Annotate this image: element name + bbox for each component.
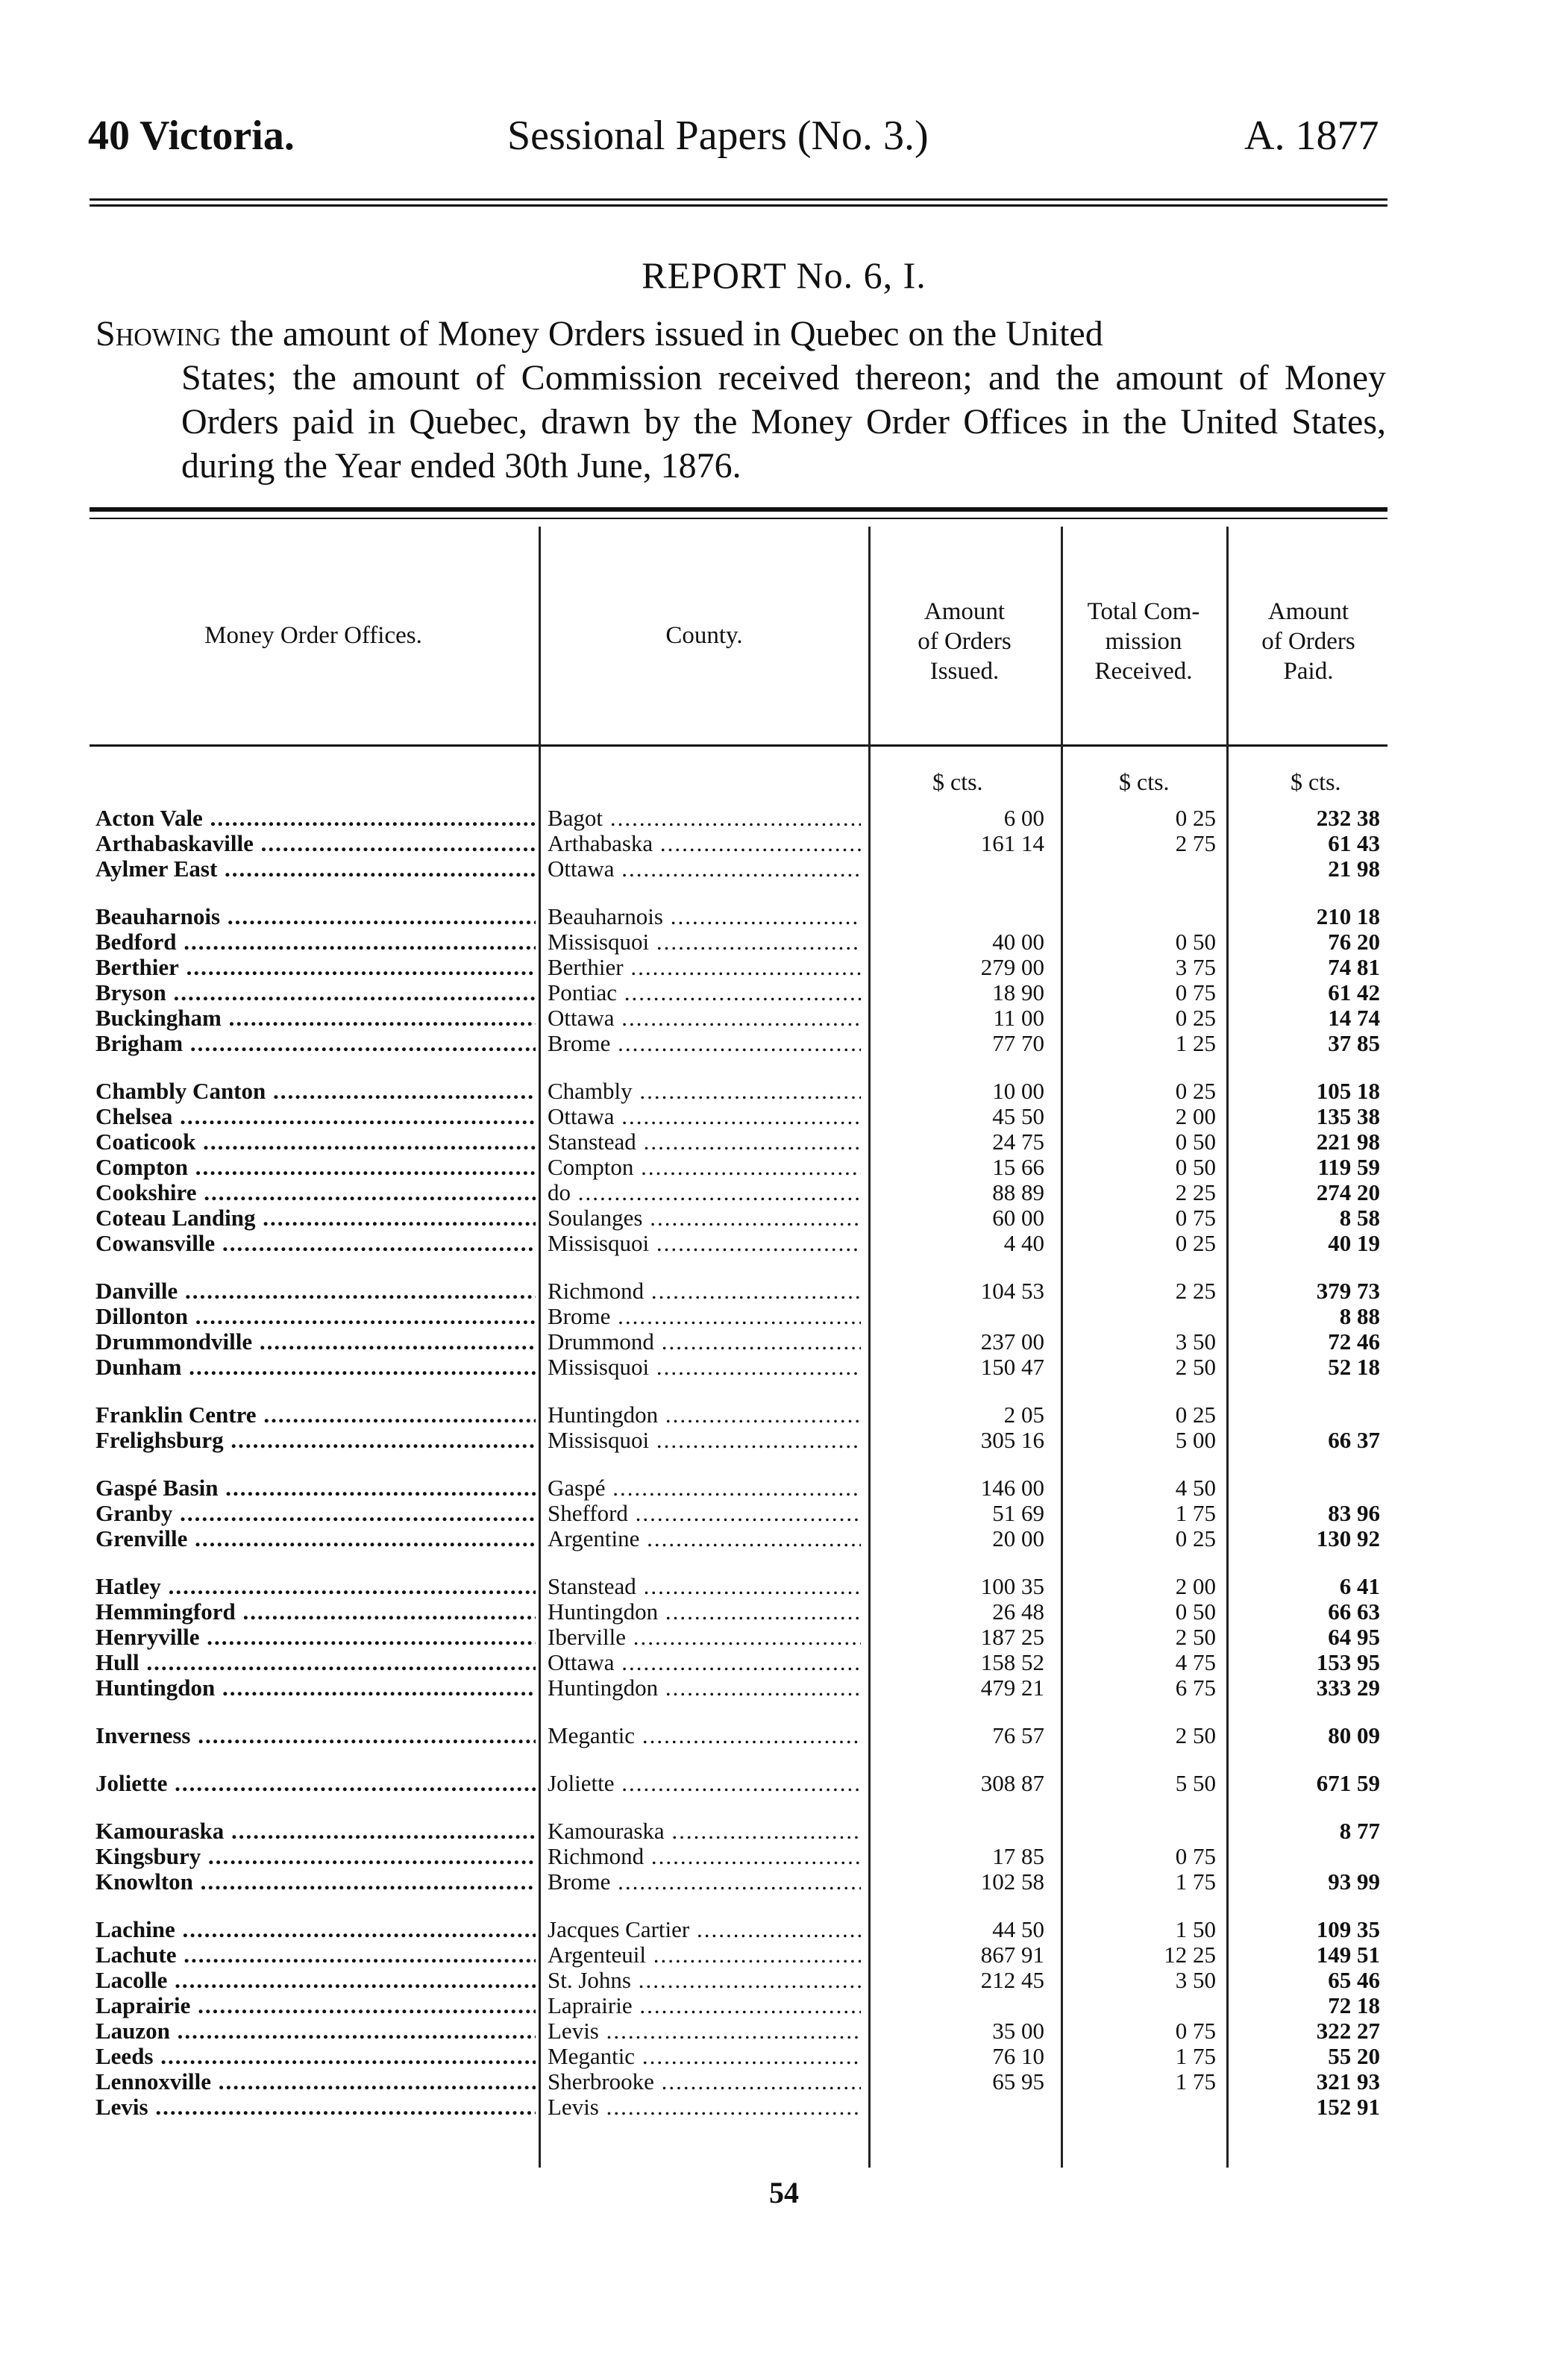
issued-cell: 479 21 bbox=[980, 1675, 1044, 1701]
commission-cell: 2 75 bbox=[1175, 831, 1216, 856]
paid-cell: 40 19 bbox=[1328, 1231, 1380, 1256]
office-cell: Leeds ..... bbox=[95, 2044, 536, 2069]
commission-cell: 4 75 bbox=[1175, 1650, 1216, 1675]
table-row bbox=[0, 1942, 1568, 1968]
col-header-paid-line2: of Orders bbox=[1261, 628, 1355, 655]
commission-cell: 1 75 bbox=[1175, 2069, 1216, 2094]
office-cell: Bedford ..... bbox=[95, 929, 536, 955]
header-right: A. 1877 bbox=[1244, 113, 1379, 159]
header-rule-bottom bbox=[90, 204, 1387, 207]
office-cell: Dillonton ..... bbox=[95, 1304, 536, 1329]
county-cell: Huntingdon ..... bbox=[548, 1402, 861, 1428]
paid-cell: 52 18 bbox=[1328, 1355, 1380, 1380]
paid-cell: 55 20 bbox=[1328, 2044, 1380, 2069]
paid-cell: 210 18 bbox=[1316, 904, 1380, 929]
county-cell: Ottawa ..... bbox=[548, 1650, 861, 1675]
paid-cell: 8 77 bbox=[1339, 1819, 1380, 1844]
paid-cell: 152 91 bbox=[1316, 2094, 1380, 2120]
paid-cell: 74 81 bbox=[1328, 955, 1380, 980]
table-row bbox=[0, 2069, 1568, 2094]
issued-cell: 308 87 bbox=[980, 1771, 1044, 1796]
office-cell: Franklin Centre ..... bbox=[95, 1402, 536, 1428]
commission-cell: 1 25 bbox=[1175, 1031, 1216, 1056]
table-row bbox=[0, 1475, 1568, 1501]
county-cell: Pontiac ..... bbox=[548, 980, 861, 1005]
table-top-rule bbox=[90, 507, 1387, 512]
intro-paragraph bbox=[95, 312, 1386, 488]
office-cell: Huntingdon ..... bbox=[95, 1675, 536, 1701]
paid-cell: 130 92 bbox=[1316, 1526, 1380, 1551]
table-row bbox=[0, 1574, 1568, 1599]
office-cell: Cowansville ..... bbox=[95, 1231, 536, 1256]
table-row bbox=[0, 980, 1568, 1005]
office-cell: Grenville ..... bbox=[95, 1526, 536, 1551]
table-row bbox=[0, 856, 1568, 882]
paid-cell: 8 88 bbox=[1339, 1304, 1380, 1329]
col-header-paid bbox=[1229, 597, 1387, 686]
commission-cell: 5 50 bbox=[1175, 1771, 1216, 1796]
table-row bbox=[0, 1650, 1568, 1675]
table-row bbox=[0, 1869, 1568, 1895]
paid-cell: 37 85 bbox=[1328, 1031, 1380, 1056]
issued-cell: 158 52 bbox=[980, 1650, 1044, 1675]
issued-cell: 17 85 bbox=[992, 1844, 1044, 1869]
issued-cell: 88 89 bbox=[992, 1180, 1044, 1205]
commission-cell: 0 50 bbox=[1175, 1129, 1216, 1155]
paid-cell: 321 93 bbox=[1316, 2069, 1380, 2094]
issued-cell: 77 70 bbox=[992, 1031, 1044, 1056]
table-row bbox=[0, 1819, 1568, 1844]
table-row bbox=[0, 1205, 1568, 1231]
commission-cell: 12 25 bbox=[1164, 1942, 1216, 1968]
issued-cell: 24 75 bbox=[992, 1129, 1044, 1155]
table-row bbox=[0, 1005, 1568, 1031]
county-cell: Missisquoi ..... bbox=[548, 1428, 861, 1453]
units-issued: $ cts. bbox=[932, 768, 983, 795]
intro-first-line bbox=[95, 312, 1386, 356]
county-cell: Brome ..... bbox=[548, 1031, 861, 1056]
paid-cell: 83 96 bbox=[1328, 1501, 1380, 1526]
paid-cell: 66 63 bbox=[1328, 1599, 1380, 1625]
paid-cell: 671 59 bbox=[1316, 1771, 1380, 1796]
county-cell: Shefford ..... bbox=[548, 1501, 861, 1526]
commission-cell: 5 00 bbox=[1175, 1428, 1216, 1453]
table-row bbox=[0, 1675, 1568, 1701]
office-cell: Cookshire ..... bbox=[95, 1180, 536, 1205]
issued-cell: 2 05 bbox=[1003, 1402, 1044, 1428]
office-cell: Lauzon ..... bbox=[95, 2018, 536, 2044]
county-cell: Chambly ..... bbox=[548, 1079, 861, 1104]
paid-cell: 221 98 bbox=[1316, 1129, 1380, 1155]
table-row bbox=[0, 1329, 1568, 1355]
paid-cell: 149 51 bbox=[1316, 1942, 1380, 1968]
issued-cell: 187 25 bbox=[980, 1625, 1044, 1650]
paid-cell: 76 20 bbox=[1328, 929, 1380, 955]
table-row bbox=[0, 929, 1568, 955]
commission-cell: 0 25 bbox=[1175, 1231, 1216, 1256]
page-number: 54 bbox=[769, 2176, 799, 2209]
county-cell: Drummond ..... bbox=[548, 1329, 861, 1355]
issued-cell: 150 47 bbox=[980, 1355, 1044, 1380]
issued-cell: 102 58 bbox=[980, 1869, 1044, 1895]
table-row bbox=[0, 1625, 1568, 1650]
issued-cell: 10 00 bbox=[992, 1079, 1044, 1104]
office-cell: Danville ..... bbox=[95, 1278, 536, 1304]
intro-continuation: States; the amount of Commission received thereon; and the amount of Money Orders paid in Quebec, drawn by the Money Order Offices in the United States, during the Year ended 30th June, 1876. bbox=[181, 358, 1386, 486]
office-cell: Coteau Landing ..... bbox=[95, 1205, 536, 1231]
units-paid: $ cts. bbox=[1291, 768, 1341, 795]
table-row bbox=[0, 1104, 1568, 1129]
paid-cell: 135 38 bbox=[1316, 1104, 1380, 1129]
issued-cell: 11 00 bbox=[993, 1005, 1044, 1031]
office-cell: Aylmer East ..... bbox=[95, 856, 536, 882]
county-cell: Iberville ..... bbox=[548, 1625, 861, 1650]
issued-cell: 26 48 bbox=[992, 1599, 1044, 1625]
paid-cell: 64 95 bbox=[1328, 1625, 1380, 1650]
issued-cell: 15 66 bbox=[992, 1155, 1044, 1180]
header-rule-top bbox=[90, 198, 1387, 201]
table-row bbox=[0, 1526, 1568, 1551]
table-row bbox=[0, 1599, 1568, 1625]
office-cell: Compton ..... bbox=[95, 1155, 536, 1180]
paid-cell: 93 99 bbox=[1328, 1869, 1380, 1895]
paid-cell: 66 37 bbox=[1328, 1428, 1380, 1453]
commission-cell: 0 75 bbox=[1175, 2018, 1216, 2044]
commission-cell: 0 25 bbox=[1175, 1079, 1216, 1104]
issued-cell: 65 95 bbox=[992, 2069, 1044, 2094]
office-cell: Kamouraska ..... bbox=[95, 1819, 536, 1844]
paid-cell: 109 35 bbox=[1316, 1917, 1380, 1942]
table-row bbox=[0, 1079, 1568, 1104]
county-cell: Megantic ..... bbox=[548, 1723, 861, 1748]
office-cell: Lachute ..... bbox=[95, 1942, 536, 1968]
paid-cell: 6 41 bbox=[1339, 1574, 1380, 1599]
paid-cell: 65 46 bbox=[1328, 1968, 1380, 1993]
office-cell: Chelsea ..... bbox=[95, 1104, 536, 1129]
table-row bbox=[0, 1031, 1568, 1056]
paid-cell: 333 29 bbox=[1316, 1675, 1380, 1701]
county-cell: Soulanges ..... bbox=[548, 1205, 861, 1231]
issued-cell: 237 00 bbox=[980, 1329, 1044, 1355]
county-cell: Beauharnois ..... bbox=[548, 904, 861, 929]
header-left: 40 Victoria. bbox=[88, 113, 295, 159]
col-header-commission bbox=[1064, 597, 1223, 686]
table-row bbox=[0, 1278, 1568, 1304]
paid-cell: 72 46 bbox=[1328, 1329, 1380, 1355]
issued-cell: 60 00 bbox=[992, 1205, 1044, 1231]
office-cell: Beauharnois ..... bbox=[95, 904, 536, 929]
commission-cell: 0 25 bbox=[1175, 1005, 1216, 1031]
commission-cell: 0 25 bbox=[1175, 1402, 1216, 1428]
paid-cell: 153 95 bbox=[1316, 1650, 1380, 1675]
commission-cell: 0 75 bbox=[1175, 1205, 1216, 1231]
paid-cell: 322 27 bbox=[1316, 2018, 1380, 2044]
office-cell: Laprairie ..... bbox=[95, 1993, 536, 2018]
county-cell: St. Johns ..... bbox=[548, 1968, 861, 1993]
table-top-rule-thin bbox=[90, 518, 1387, 519]
commission-cell: 2 00 bbox=[1175, 1104, 1216, 1129]
office-cell: Granby ..... bbox=[95, 1501, 536, 1526]
office-cell: Hemmingford ..... bbox=[95, 1599, 536, 1625]
county-cell: Berthier ..... bbox=[548, 955, 861, 980]
table-row bbox=[0, 1304, 1568, 1329]
commission-cell: 2 00 bbox=[1175, 1574, 1216, 1599]
col-header-commission-line2: mission bbox=[1105, 628, 1182, 655]
commission-cell: 4 50 bbox=[1175, 1475, 1216, 1501]
office-cell: Lennoxville ..... bbox=[95, 2069, 536, 2094]
office-cell: Hatley ..... bbox=[95, 1574, 536, 1599]
county-cell: Kamouraska ..... bbox=[548, 1819, 861, 1844]
paid-cell: 21 98 bbox=[1328, 856, 1380, 882]
table-header-rule bbox=[90, 744, 1387, 747]
county-cell: Sherbrooke ..... bbox=[548, 2069, 861, 2094]
office-cell: Frelighsburg ..... bbox=[95, 1428, 536, 1453]
county-cell: Ottawa ..... bbox=[548, 856, 861, 882]
county-cell: Richmond ..... bbox=[548, 1278, 861, 1304]
office-cell: Drummondville ..... bbox=[95, 1329, 536, 1355]
table-row bbox=[0, 2044, 1568, 2069]
commission-cell: 0 50 bbox=[1175, 929, 1216, 955]
issued-cell: 18 90 bbox=[992, 980, 1044, 1005]
paid-cell: 232 38 bbox=[1316, 806, 1380, 831]
commission-cell: 1 50 bbox=[1175, 1917, 1216, 1942]
table-row bbox=[0, 1723, 1568, 1748]
office-cell: Joliette ..... bbox=[95, 1771, 536, 1796]
office-cell: Levis ..... bbox=[95, 2094, 536, 2120]
header-center: Sessional Papers (No. 3.) bbox=[507, 113, 929, 159]
table-row bbox=[0, 806, 1568, 831]
commission-cell: 2 25 bbox=[1175, 1278, 1216, 1304]
commission-cell: 3 50 bbox=[1175, 1968, 1216, 1993]
office-cell: Gaspé Basin ..... bbox=[95, 1475, 536, 1501]
units-commission: $ cts. bbox=[1119, 768, 1170, 795]
paid-cell: 14 74 bbox=[1328, 1005, 1380, 1031]
col-header-issued-line1: Amount bbox=[923, 598, 1006, 625]
col-header-paid-line3: Paid. bbox=[1283, 658, 1334, 685]
county-cell: Missisquoi ..... bbox=[548, 1231, 861, 1256]
table-row bbox=[0, 1993, 1568, 2018]
office-cell: Inverness ..... bbox=[95, 1723, 536, 1748]
office-cell: Coaticook ..... bbox=[95, 1129, 536, 1155]
paid-cell: 274 20 bbox=[1316, 1180, 1380, 1205]
report-title: REPORT No. 6, I. bbox=[642, 254, 926, 296]
table-row bbox=[0, 1501, 1568, 1526]
table-row bbox=[0, 1968, 1568, 1993]
paid-cell: 119 59 bbox=[1317, 1155, 1380, 1180]
table-row bbox=[0, 1231, 1568, 1256]
office-cell: Buckingham ..... bbox=[95, 1005, 536, 1031]
issued-cell: 161 14 bbox=[980, 831, 1044, 856]
issued-cell: 40 00 bbox=[992, 929, 1044, 955]
table-row bbox=[0, 1771, 1568, 1796]
county-cell: Gaspé ..... bbox=[548, 1475, 861, 1501]
col-header-commission-line1: Total Com- bbox=[1087, 598, 1200, 625]
commission-cell: 2 25 bbox=[1175, 1180, 1216, 1205]
issued-cell: 867 91 bbox=[980, 1942, 1044, 1968]
issued-cell: 45 50 bbox=[992, 1104, 1044, 1129]
office-cell: Bryson ..... bbox=[95, 980, 536, 1005]
col-header-issued-line3: Issued. bbox=[929, 658, 1000, 685]
paid-cell: 61 43 bbox=[1328, 831, 1380, 856]
county-cell: Stanstead ..... bbox=[548, 1574, 861, 1599]
table-row bbox=[0, 1129, 1568, 1155]
paid-cell: 80 09 bbox=[1328, 1723, 1380, 1748]
table-row bbox=[0, 1402, 1568, 1428]
intro-line1-rest: the amount of Money Orders issued in Quebec on the United bbox=[230, 314, 1103, 354]
county-cell: Bagot ..... bbox=[548, 806, 861, 831]
paid-cell: 8 58 bbox=[1339, 1205, 1380, 1231]
county-cell: Huntingdon ..... bbox=[548, 1599, 861, 1625]
issued-cell: 104 53 bbox=[980, 1278, 1044, 1304]
table-row bbox=[0, 2094, 1568, 2120]
county-cell: Richmond ..... bbox=[548, 1844, 861, 1869]
county-cell: Missisquoi ..... bbox=[548, 1355, 861, 1380]
county-cell: Levis ..... bbox=[548, 2018, 861, 2044]
issued-cell: 20 00 bbox=[992, 1526, 1044, 1551]
office-cell: Dunham ..... bbox=[95, 1355, 536, 1380]
col-header-commission-line3: Received. bbox=[1094, 658, 1193, 685]
office-cell: Chambly Canton ..... bbox=[95, 1079, 536, 1104]
county-cell: Ottawa ..... bbox=[548, 1104, 861, 1129]
table-row bbox=[0, 1917, 1568, 1942]
county-cell: Laprairie ..... bbox=[548, 1993, 861, 2018]
commission-cell: 2 50 bbox=[1175, 1625, 1216, 1650]
issued-cell: 6 00 bbox=[1003, 806, 1044, 831]
office-cell: Henryville ..... bbox=[95, 1625, 536, 1650]
issued-cell: 100 35 bbox=[980, 1574, 1044, 1599]
county-cell: Argenteuil ..... bbox=[548, 1942, 861, 1968]
commission-cell: 0 75 bbox=[1175, 1844, 1216, 1869]
table-row bbox=[0, 904, 1568, 929]
table-row bbox=[0, 1180, 1568, 1205]
commission-cell: 2 50 bbox=[1175, 1355, 1216, 1380]
county-cell: Huntingdon ..... bbox=[548, 1675, 861, 1701]
county-cell: Ottawa ..... bbox=[548, 1005, 861, 1031]
commission-cell: 0 75 bbox=[1175, 980, 1216, 1005]
office-cell: Lachine ..... bbox=[95, 1917, 536, 1942]
issued-cell: 4 40 bbox=[1003, 1231, 1044, 1256]
col-header-office: Money Order Offices. bbox=[204, 622, 422, 649]
county-cell: Levis ..... bbox=[548, 2094, 861, 2120]
office-cell: Acton Vale ..... bbox=[95, 806, 536, 831]
paid-cell: 61 42 bbox=[1328, 980, 1380, 1005]
commission-cell: 1 75 bbox=[1175, 1869, 1216, 1895]
commission-cell: 2 50 bbox=[1175, 1723, 1216, 1748]
commission-cell: 0 25 bbox=[1175, 806, 1216, 831]
commission-cell: 6 75 bbox=[1175, 1675, 1216, 1701]
county-cell: Megantic ..... bbox=[548, 2044, 861, 2069]
county-cell: Stanstead ..... bbox=[548, 1129, 861, 1155]
table-row bbox=[0, 2018, 1568, 2044]
issued-cell: 212 45 bbox=[980, 1968, 1044, 1993]
issued-cell: 44 50 bbox=[992, 1917, 1044, 1942]
paid-cell: 379 73 bbox=[1316, 1278, 1380, 1304]
office-cell: Arthabaskaville ..... bbox=[95, 831, 536, 856]
col-header-issued bbox=[871, 597, 1058, 686]
county-cell: Brome ..... bbox=[548, 1869, 861, 1895]
county-cell: Brome ..... bbox=[548, 1304, 861, 1329]
col-header-paid-line1: Amount bbox=[1267, 598, 1349, 625]
table-row bbox=[0, 955, 1568, 980]
issued-cell: 305 16 bbox=[980, 1428, 1044, 1453]
table-row bbox=[0, 1155, 1568, 1180]
col-header-county: County. bbox=[665, 622, 743, 649]
table-row bbox=[0, 1844, 1568, 1869]
office-cell: Lacolle ..... bbox=[95, 1968, 536, 1993]
table-row bbox=[0, 1428, 1568, 1453]
commission-cell: 1 75 bbox=[1175, 2044, 1216, 2069]
commission-cell: 3 50 bbox=[1175, 1329, 1216, 1355]
office-cell: Berthier ..... bbox=[95, 955, 536, 980]
paid-cell: 105 18 bbox=[1316, 1079, 1380, 1104]
commission-cell: 1 75 bbox=[1175, 1501, 1216, 1526]
commission-cell: 0 50 bbox=[1175, 1155, 1216, 1180]
county-cell: Missisquoi ..... bbox=[548, 929, 861, 955]
issued-cell: 76 57 bbox=[992, 1723, 1044, 1748]
office-cell: Kingsbury ..... bbox=[95, 1844, 536, 1869]
issued-cell: 35 00 bbox=[992, 2018, 1044, 2044]
county-cell: do ..... bbox=[548, 1180, 861, 1205]
county-cell: Jacques Cartier ..... bbox=[548, 1917, 861, 1942]
issued-cell: 76 10 bbox=[992, 2044, 1044, 2069]
commission-cell: 0 50 bbox=[1175, 1599, 1216, 1625]
issued-cell: 146 00 bbox=[980, 1475, 1044, 1501]
table-row bbox=[0, 1355, 1568, 1380]
issued-cell: 51 69 bbox=[992, 1501, 1044, 1526]
county-cell: Joliette ..... bbox=[548, 1771, 861, 1796]
issued-cell: 279 00 bbox=[980, 955, 1044, 980]
office-cell: Brigham ..... bbox=[95, 1031, 536, 1056]
commission-cell: 3 75 bbox=[1175, 955, 1216, 980]
intro-first-word: Showing bbox=[95, 314, 222, 354]
commission-cell: 0 25 bbox=[1175, 1526, 1216, 1551]
county-cell: Arthabaska ..... bbox=[548, 831, 861, 856]
table-row bbox=[0, 831, 1568, 856]
office-cell: Knowlton ..... bbox=[95, 1869, 536, 1895]
paid-cell: 72 18 bbox=[1328, 1993, 1380, 2018]
county-cell: Argentine ..... bbox=[548, 1526, 861, 1551]
col-header-issued-line2: of Orders bbox=[918, 628, 1012, 655]
county-cell: Compton ..... bbox=[548, 1155, 861, 1180]
office-cell: Hull ..... bbox=[95, 1650, 536, 1675]
